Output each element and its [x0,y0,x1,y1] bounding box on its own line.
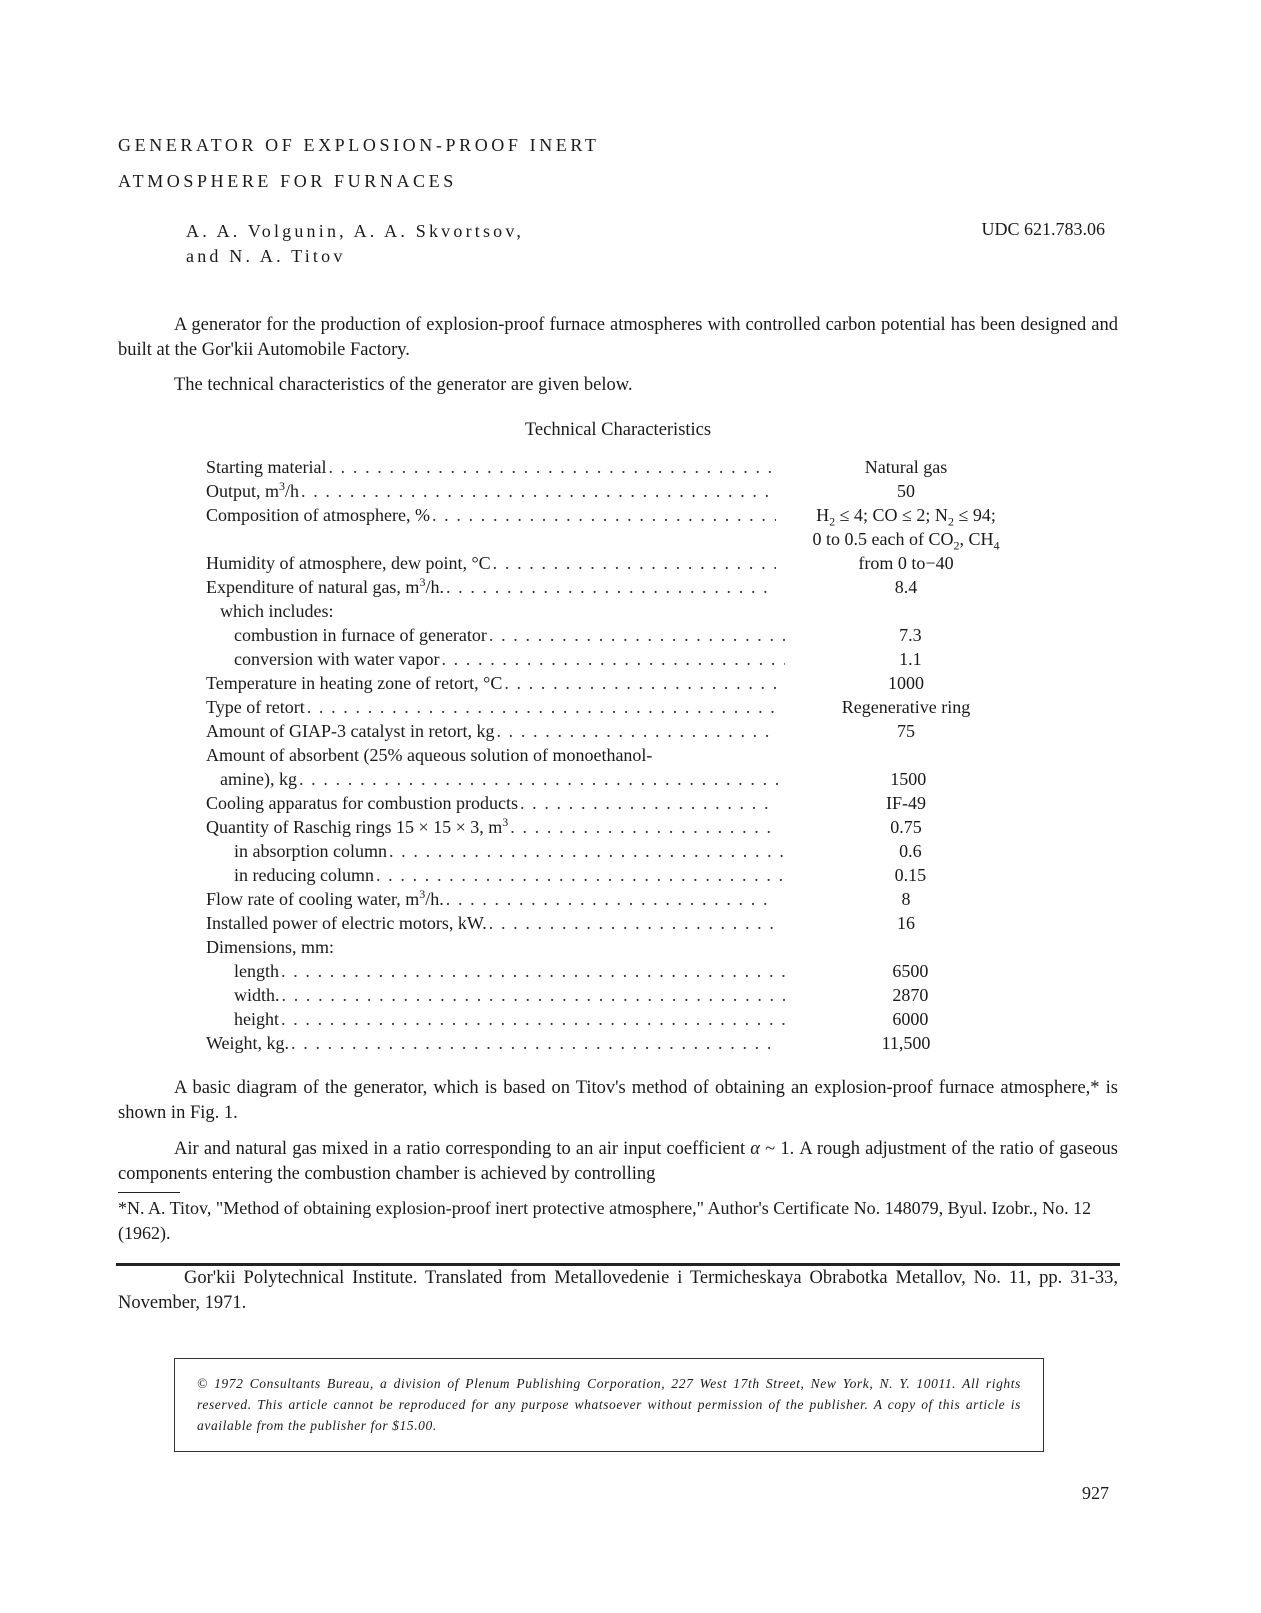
spec-label: Weight, kg. [206,1033,290,1053]
spec-label: Temperature in heating zone of retort, °C [206,673,503,693]
spec-row [206,551,1036,575]
spec-value: $H_2 \le 4$; CO ≤ 2; $N_2 \le 94$; [816,505,996,529]
spec-row [206,743,1036,767]
spec-row [206,695,1036,719]
authors [186,219,524,269]
spec-value: 1500 [890,769,927,789]
spec-value: from 0 to−40 [858,553,954,573]
spec-label: Output, $m^3/h$ [206,479,300,501]
copyright-box [174,1358,1044,1452]
body-text-end: ~ 1. A rough adjustment of the ratio of gaseous components entering the combustion chamber is achieved by controlling [118,1139,1118,1184]
spec-row [206,1031,1036,1055]
spec-table [206,455,1036,1055]
footnote-rule [118,1192,180,1193]
spec-label: Humidity of atmosphere, dew point, °C [206,553,491,573]
spec-row [206,863,1036,887]
page-number: 927 [1082,1483,1109,1503]
spec-row [206,479,1036,503]
spec-value: 75 [897,721,915,741]
spec-row [206,887,1036,911]
authors-line-2: and N. A. Titov [186,246,346,266]
spec-value: 1000 [888,673,924,693]
spec-row [206,599,1036,623]
udc-code: UDC 621.783.06 [981,219,1105,239]
spec-value: 0.75 [890,817,922,837]
spec-label: height [234,1009,279,1029]
spec-label: Installed power of electric motors, kW. [206,913,487,933]
spec-value: 0 to 0.5 each of $CO_2$, $CH_4$ [812,529,1000,553]
spec-label: Dimensions, mm: [206,937,335,957]
affiliation-text: Gor'kii Polytechnical Institute. Translated from Metallovedenie i Termicheskaya Obrabotka Metallov, No. 11, pp. 31-33, November, 1971. [118,1268,1118,1313]
spec-value: 0.15 [894,865,927,885]
spec-label: amine), kg [220,769,297,789]
spec-value: 11,500 [881,1033,931,1053]
spec-value: 6500 [892,961,929,981]
spec-label: Type of retort [206,697,305,717]
spec-label: Amount of absorbent (25% aqueous solution of monoethanol- [206,745,653,765]
intro-text: A generator for the production of explosion-proof furnace atmospheres with controlled carbon potential has been designed and built at the Gor'kii Automobile Factory. [118,315,1118,360]
spec-value: 1.1 [899,649,922,669]
spec-label: Starting material [206,457,327,477]
spec-row [206,455,1036,479]
spec-label: Cooling apparatus for combustion products [206,793,518,813]
spec-label: width. [234,985,280,1005]
spec-value: 8.4 [894,577,918,597]
spec-row [206,959,1036,983]
spec-label: which includes: [220,601,334,621]
spec-row [206,647,1036,671]
body-text-start: Air and natural gas mixed in a ratio corresponding to an air input coefficient [174,1139,751,1159]
spec-value: 50 [897,481,915,501]
spec-value: 7.3 [899,625,922,645]
spec-row [206,935,1036,959]
spec-row [206,791,1036,815]
spec-row [206,719,1036,743]
body-paragraph-diagram [118,1076,1118,1126]
spec-label: Flow rate of cooling water, $m^3/h$. [206,887,444,909]
copyright-text: © 1972 Consultants Bureau, a division of Plenum Publishing Corporation, 227 West 17th Street, New York, N. Y. 10011. All rights reserved. This article cannot be reproduced for any purpose whatsoever without permission of the publisher. A copy of this article is available from the publisher for $15.00. [197,1376,1021,1433]
spec-row [206,911,1036,935]
spec-row [206,671,1036,695]
spec-row [206,503,1036,527]
spec-label: in absorption column [234,841,387,861]
spec-label: combustion in furnace of generator [234,625,487,645]
spec-row [206,839,1036,863]
spec-label: Amount of GIAP-3 catalyst in retort, kg [206,721,495,741]
spec-value: 16 [897,913,915,933]
intro-paragraph-2 [118,373,1118,398]
authors-line-1: A. A. Volgunin, A. A. Skvortsov, [186,221,525,241]
spec-label: conversion with water vapor [234,649,440,669]
spec-row [206,527,1036,551]
spec-label: in reducing column [234,865,374,885]
spec-row [206,623,1036,647]
title-line-2: ATMOSPHERE FOR FURNACES [118,171,457,191]
spec-value: 0.6 [899,841,922,861]
spec-label: Composition of atmosphere, % [206,505,430,525]
intro-paragraph [118,313,1118,363]
spec-row [206,767,1036,791]
spec-label: Expenditure of natural gas, $m^3/h$. [206,575,444,597]
spec-value: 6000 [892,1009,929,1029]
spec-row [206,575,1036,599]
title-line-1: GENERATOR OF EXPLOSION-PROOF INERT [118,135,600,155]
spec-value: Natural gas [864,457,948,477]
body-paragraph-air [118,1137,1118,1187]
spec-value: 8 [901,889,911,909]
footnote: *N. A. Titov, "Method of obtaining explosion-proof inert protective atmosphere," Author's Certificate No. 148079, Byul. Izobr., No. 12 (1962). [118,1198,1092,1243]
spec-row [206,1007,1036,1031]
spec-label: Quantity of Raschig rings 15 × 15 × 3, $m^3$ [206,815,509,837]
table-title: Technical Characteristics [524,420,712,440]
spec-row [206,983,1036,1007]
intro-text-2: The technical characteristics of the generator are given below. [174,375,633,395]
body-text: A basic diagram of the generator, which is based on Titov's method of obtaining an explosion-proof furnace atmosphere,* is shown in Fig. 1. [118,1078,1118,1123]
spec-value: 2870 [892,985,929,1005]
spec-value: Regenerative ring [841,697,971,717]
spec-label: length [234,961,279,981]
affiliation [118,1266,1118,1316]
spec-value: IF-49 [886,793,926,813]
alpha-symbol: α [750,1139,760,1159]
spec-row [206,815,1036,839]
